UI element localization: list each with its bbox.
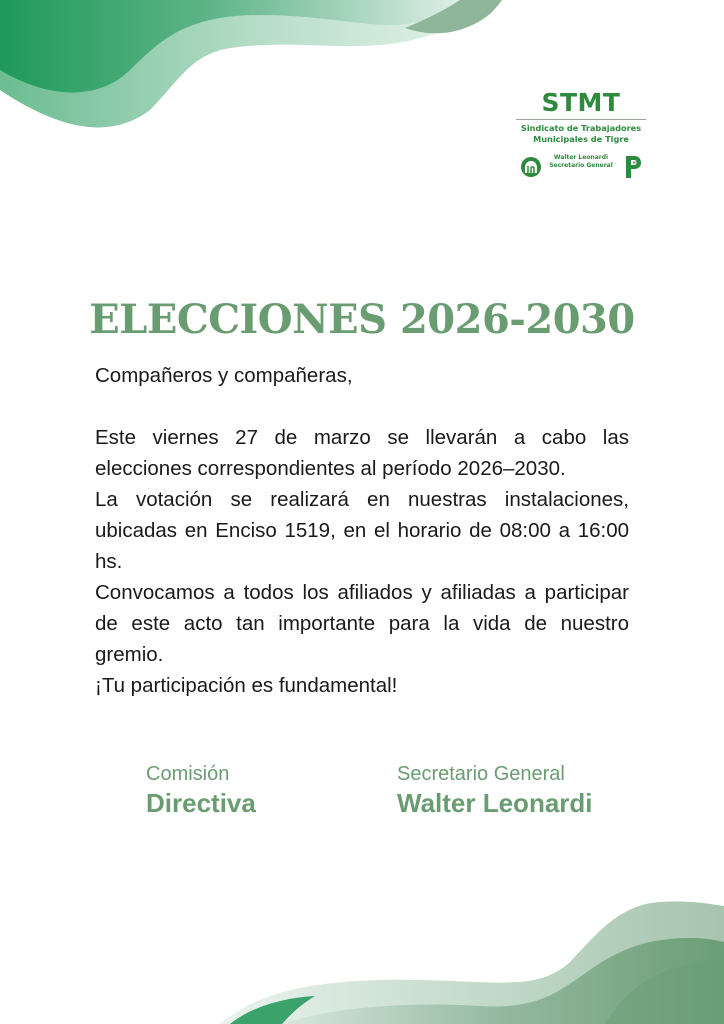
paragraph-voting-location: La votación se realizará en nuestras instalaciones, ubicadas en Enciso 1519, en el horario de 08:00 a 16:00 hs.: [95, 488, 629, 573]
announcement-body: [95, 360, 629, 701]
paragraph-closing: ¡Tu participación es fundamental!: [95, 674, 398, 697]
logo-name-line-2: Municipales de Tigre: [533, 134, 629, 144]
page-title: ELECCIONES 2026-2030: [89, 296, 635, 343]
stmt-logo: [512, 88, 650, 196]
bottom-wave-decoration: [220, 890, 724, 1024]
top-wave-decoration: [0, 0, 520, 140]
logo-leader-role: Secretario General: [549, 162, 613, 169]
greeting: Compañeros y compañeras,: [95, 364, 353, 387]
peronist-p-icon: [624, 154, 642, 180]
signature-secretario-general: [397, 760, 593, 818]
signature-role: Secretario General: [397, 763, 565, 785]
paragraph-call-to-participate: Convocamos a todos los afiliados y afiliadas a participar de este acto tan importante para la vida de nuestro gremio.: [95, 581, 629, 666]
logo-divider: [516, 119, 646, 120]
logo-footer: [512, 152, 650, 178]
logo-leader-name: Walter Leonardi: [553, 154, 609, 161]
signature-comision-directiva: [146, 760, 256, 818]
union-emblem-icon: [520, 156, 542, 178]
paragraph-election-date: Este viernes 27 de marzo se llevarán a cabo las elecciones correspondientes al período 2026–2030.: [95, 426, 629, 480]
signature-name: Walter Leonardi: [397, 788, 593, 818]
signature-name: Directiva: [146, 788, 256, 818]
logo-name-line-1: Sindicato de Trabajadores: [520, 123, 642, 133]
logo-acronym: STMT: [541, 88, 621, 117]
signature-role: Comisión: [146, 763, 230, 785]
